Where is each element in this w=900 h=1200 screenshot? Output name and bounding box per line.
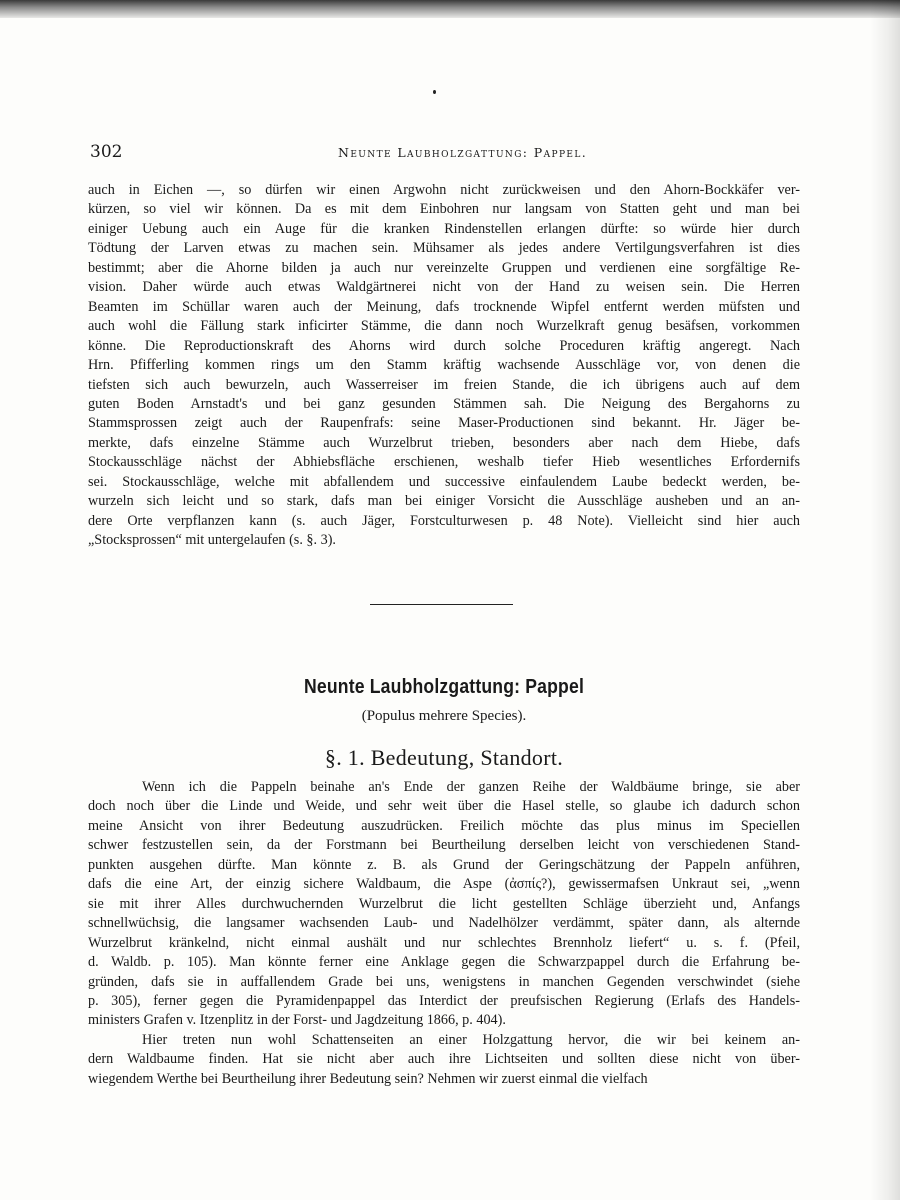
text-line: dern Waldbaume finden. Hat sie nicht aber auch ihre Lichtseiten und sollten diese nicht von über- <box>88 1051 800 1068</box>
text-line: dafs die eine Art, der einzig sichere Waldbaum, die Aspe (ἀσπίς?), gewissermafsen Unkraut sei, „wenn <box>88 876 800 893</box>
text-line: punkten ausgehen dürfte. Man könnte z. B. als Grund der Geringschätzung der Pappeln anführen, <box>88 856 800 873</box>
text-line: vision. Daher würde auch etwas Waldgärtnerei nicht von der Hand zu weisen sein. Die Herren <box>88 279 800 296</box>
body-section-b <box>88 778 800 1089</box>
text-line: merkte, dafs einzelne Stämme auch Wurzelbrut trieben, besonders aber nach dem Hiebe, dafs <box>88 434 800 451</box>
scan-top-edge <box>0 0 900 18</box>
text-line: schwer festzustellen sein, da der Forstmann bei Beurtheilung derselben leicht von verschiedenen Stand- <box>88 837 800 854</box>
text-line: „Stocksprossen“ mit untergelaufen (s. §. 3). <box>88 532 336 549</box>
text-line: sie mit ihrer Alles durchwuchernden Wurzelbrut die licht gestellten Schläge überzieht und, Anfangs <box>88 895 800 912</box>
page-number: 302 <box>90 142 123 162</box>
text-line: einiger Uebung auch ein Auge für die kranken Rindenstellen erlangen dürfte: so würde hier durch <box>88 220 800 237</box>
page-header <box>90 142 800 168</box>
text-line: meine Ansicht von ihrer Bedeutung auszudrücken. Freilich möchte das plus minus im Speciellen <box>88 817 800 834</box>
body-section-a <box>88 181 800 551</box>
ink-speck <box>433 90 436 94</box>
text-line: Wurzelbrut kränkelnd, nicht einmal aushält und nur schlechtes Brennholz liefert“ u. s. f. (Pfeil, <box>88 934 800 951</box>
chapter-subtitle: (Populus mehrere Species). <box>361 708 527 724</box>
scan-right-shadow <box>870 0 900 1200</box>
text-line: Beamten im Schüllar waren auch der Meinung, dafs trocknende Wipfel entfernt werden müfsten und <box>88 298 800 315</box>
text-line: p. 305), ferner gegen die Pyramidenpappel das Interdict der preufsischen Regierung (Erlafs des Handels- <box>88 992 800 1009</box>
text-line: wiegendem Werthe bei Beurtheilung ihrer Bedeutung sein? Nehmen wir zuerst einmal die vielfach <box>88 1070 648 1087</box>
text-line: Stammsprossen zeigt auch der Raupenfrafs: seine Maser-Productionen sind bekannt. Hr. Jäger be- <box>88 415 800 432</box>
text-line: sei. Stockausschläge, welche mit abfallendem und successive einfaulendem Laube bedeckt werden, be- <box>88 473 800 490</box>
section-divider <box>370 604 513 605</box>
text-line: kürzen, so viel wir können. Da es mit dem Einbohren nur langsam von Statten geht und man bei <box>88 201 800 218</box>
text-line: dere Orte verpflanzen kann (s. auch Jäger, Forstculturwesen p. 48 Note). Vielleicht sind hier auch <box>88 512 800 529</box>
text-line: ministers Grafen v. Itzenplitz in der Forst- und Jagdzeitung 1866, p. 404). <box>88 1012 506 1029</box>
text-line: Tödtung der Larven etwas zu machen sein. Mühsamer als jedes andere Vertilgungsverfahren ist dies <box>88 240 800 257</box>
text-line: Hier treten nun wohl Schattenseiten an einer Holzgattung hervor, die wir bei keinem an- <box>142 1031 800 1048</box>
text-line: Hrn. Pfifferling kommen rings um den Stamm kräftig wachsende Ausschläge vor, von denen die <box>88 357 800 374</box>
text-line: wurzeln sich leicht und so stark, dafs man bei einiger Vorsicht die Ausschläge ausheben und an an- <box>88 493 800 510</box>
running-head: Neunte Laubholzgattung: Pappel. <box>338 145 588 160</box>
text-line: doch noch über die Linde und Weide, und sehr weit über die Hasel stelle, so glaube ich dadurch schon <box>88 798 800 815</box>
text-line: Wenn ich die Pappeln beinahe an's Ende der ganzen Reihe der Waldbäume bringe, sie aber <box>142 779 800 795</box>
text-line: d. Waldb. p. 105). Man könnte ferner eine Anklage gegen die Schwarzpappel durch die Erfahrung be- <box>88 954 800 971</box>
text-line: auch in Eichen —, so dürfen wir einen Argwohn nicht zurückweisen und den Ahorn-Bockkäfer ver- <box>88 182 800 198</box>
text-line: bestimmt; aber die Ahorne bilden ja auch nur vereinzelte Gruppen und verdienen eine sorgfältige Re- <box>88 259 800 276</box>
text-line: tiefsten sich auch bewurzeln, auch Wasserreiser im freien Stande, die ich übrigens auch auf dem <box>88 376 800 393</box>
text-line: schnellwüchsig, die langsamer wachsenden Laub- und Nadelhölzer verdämmt, später dann, als alternde <box>88 915 800 932</box>
text-line: Stockausschläge nächst der Abhiebsfläche erschienen, weshalb tiefer Hieb wesentliches Erfordernifs <box>88 454 800 471</box>
chapter-title: Neunte Laubholzgattung: Pappel <box>303 676 585 698</box>
text-line: gründen, dafs sie in auffallendem Grade bei uns, wenigstens in manchen Gegenden verschwindet (siehe <box>88 973 800 990</box>
text-line: guten Boden Arnstadt's und bei ganz gesunden Stämmen sah. Die Neigung des Bergahorns zu <box>88 395 800 412</box>
text-line: könne. Die Reproductionskraft des Ahorns wird durch solche Proceduren kräftig angeregt. Nach <box>88 337 800 354</box>
section-heading: §. 1. Bedeutung, Standort. <box>324 745 564 770</box>
text-line: auch wohl die Fällung stark inficirter Stämme, die dann noch Wurzelkraft genug besäfsen, vorkommen <box>88 318 800 335</box>
